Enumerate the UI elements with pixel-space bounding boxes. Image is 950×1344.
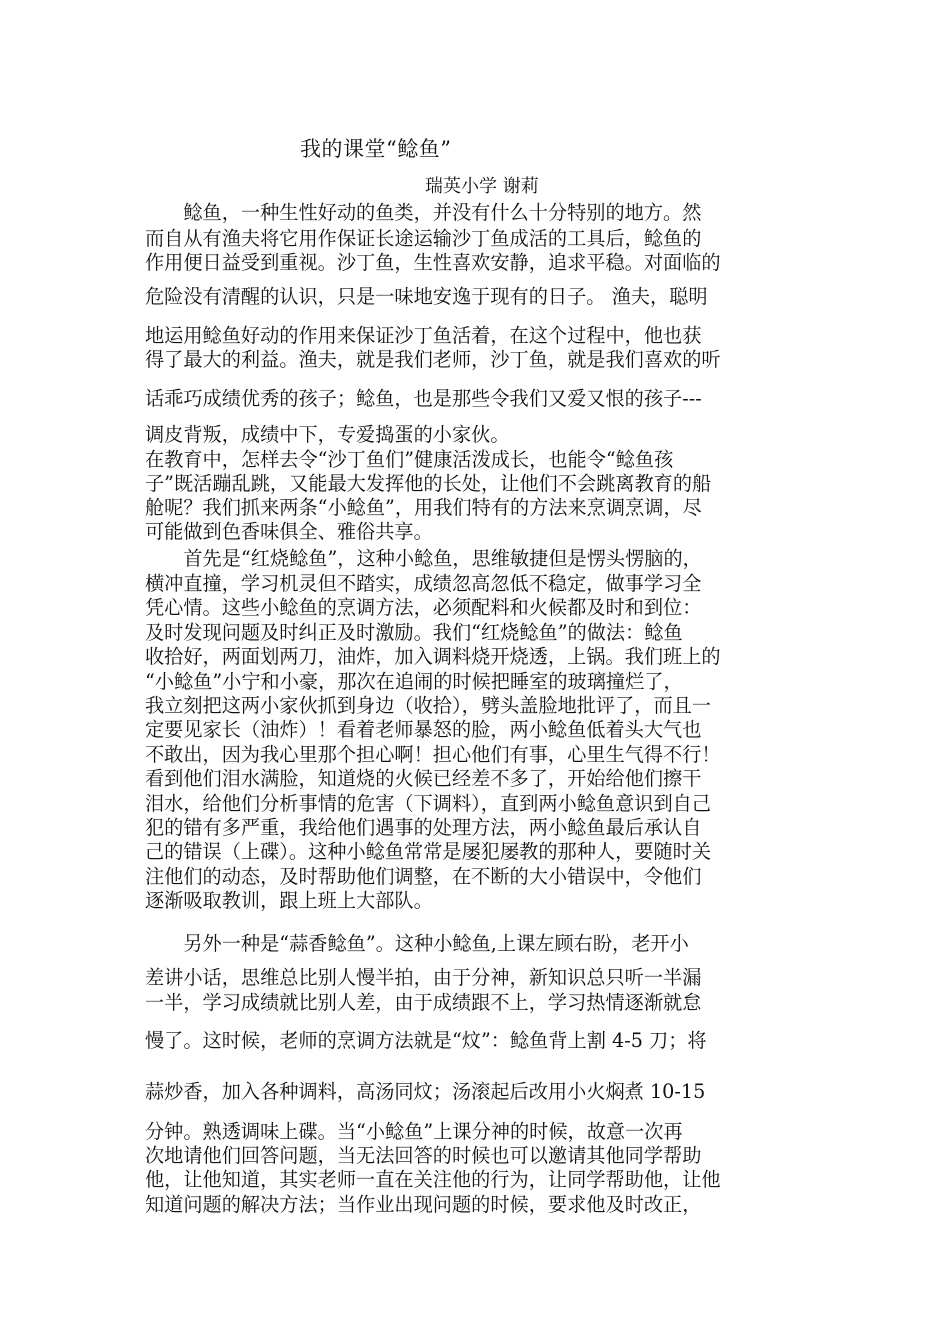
body-text-line: 逐渐吸取教训，跟上班上大部队。 (145, 889, 433, 912)
body-text-line: 犯的错有多严重，我给他们遇事的处理方法，两小鲶鱼最后承认自 (145, 816, 702, 839)
document-title: 我的课堂“鲶鱼” (300, 137, 452, 161)
body-text-line: “小鲶鱼”小宁和小豪，那次在追闹的时候把睡室的玻璃撞烂了， (145, 670, 683, 693)
body-text-line: 不敢出，因为我心里那个担心啊！担心他们有事，心里生气得不行！ (145, 743, 721, 766)
body-text-line: 分钟。熟透调味上碟。当“小鲶鱼”上课分神的时候，故意一次再 (145, 1120, 683, 1143)
body-text-line: 蒜炒香，加入各种调料，高汤同炆；汤滚起后改用小火焖煮 10-15 (145, 1080, 706, 1103)
body-text-line: 及时发现问题及时纠正及时激励。我们“红烧鲶鱼”的做法：鲶鱼 (145, 621, 683, 644)
body-text-line: 可能做到色香味俱全、雅俗共享。 (145, 520, 433, 543)
body-text-line: 得了最大的利益。渔夫，就是我们老师，沙丁鱼，就是我们喜欢的听 (145, 348, 721, 371)
body-text-line: 地运用鲶鱼好动的作用来保证沙丁鱼活着，在这个过程中，他也获 (145, 324, 702, 347)
body-text-line: 次地请他们回答问题，当无法回答的时候也可以邀请其他同学帮助 (145, 1144, 702, 1167)
body-text-line: 一半，学习成绩就比别人差，由于成绩跟不上，学习热情逐渐就怠 (145, 991, 702, 1014)
body-text-line: 而自从有渔夫将它用作保证长途运输沙丁鱼成活的工具后，鲶鱼的 (145, 227, 702, 250)
body-text-line: 舱呢？我们抓来两条“小鲶鱼”，用我们特有的方法来烹调烹调，尽 (145, 496, 702, 519)
body-text-line: 看到他们泪水满脸，知道烧的火候已经差不多了，开始给他们擦干 (145, 767, 702, 790)
body-text-line: 泪水，给他们分析事情的危害（下调料），直到两小鲶鱼意识到自己 (145, 792, 712, 815)
body-text-line: 话乖巧成绩优秀的孩子；鲶鱼，也是那些令我们又爱又恨的孩子--- (145, 387, 702, 410)
body-text-line: 知道问题的解决方法；当作业出现问题的时候，要求他及时改正， (145, 1193, 702, 1216)
body-text-line: 危险没有清醒的认识，只是一味地安逸于现有的日子。 渔夫，聪明 (145, 285, 708, 308)
body-text-line: 子”既活蹦乱跳，又能最大发挥他的长处，让他们不会跳离教育的船 (145, 472, 712, 495)
body-text-line: 我立刻把这两小家伙抓到身边（收拾），劈头盖脸地批评了，而且一 (145, 694, 712, 717)
body-text-line: 差讲小话，思维总比别人慢半拍，由于分神，新知识总只听一半漏 (145, 966, 702, 989)
body-text-line: 鲶鱼，一种生性好动的鱼类，并没有什么十分特别的地方。然 (145, 201, 702, 224)
body-text-line: 另外一种是“蒜香鲶鱼”。这种小鲶鱼,上课左顾右盼，老开小 (145, 932, 689, 955)
body-text-line: 定要见家长（油炸）！看着老师暴怒的脸，两小鲶鱼低着头大气也 (145, 718, 702, 741)
author-byline: 瑞英小学 谢莉 (425, 176, 539, 197)
body-text-line: 在教育中，怎样去令“沙丁鱼们”健康活泼成长，也能令“鲶鱼孩 (145, 448, 674, 471)
body-text-line: 凭心情。这些小鲶鱼的烹调方法，必须配料和火候都及时和到位： (145, 596, 702, 619)
body-text-line: 收拾好，两面划两刀，油炸，加入调料烧开烧透，上锅。我们班上的 (145, 645, 721, 668)
body-text-line: 注他们的动态，及时帮助他们调整，在不断的大小错误中，令他们 (145, 865, 702, 888)
body-text-line: 横冲直撞，学习机灵但不踏实，成绩忽高忽低不稳定，做事学习全 (145, 572, 702, 595)
body-text-line: 己的错误（上碟）。这种小鲶鱼常常是屡犯屡教的那种人，要随时关 (145, 840, 712, 863)
body-text-line: 调皮背叛，成绩中下，专爱捣蛋的小家伙。 (145, 423, 510, 446)
body-text-line: 首先是“红烧鲶鱼”，这种小鲶鱼，思维敏捷但是愣头愣脑的， (145, 547, 702, 570)
body-text-line: 作用便日益受到重视。沙丁鱼，生性喜欢安静，追求平稳。对面临的 (145, 251, 721, 274)
body-text-line: 他，让他知道，其实老师一直在关注他的行为，让同学帮助他，让他 (145, 1168, 721, 1191)
body-text-line: 慢了。这时候，老师的烹调方法就是“炆”：鲶鱼背上割 4-5 刀；将 (145, 1029, 707, 1052)
